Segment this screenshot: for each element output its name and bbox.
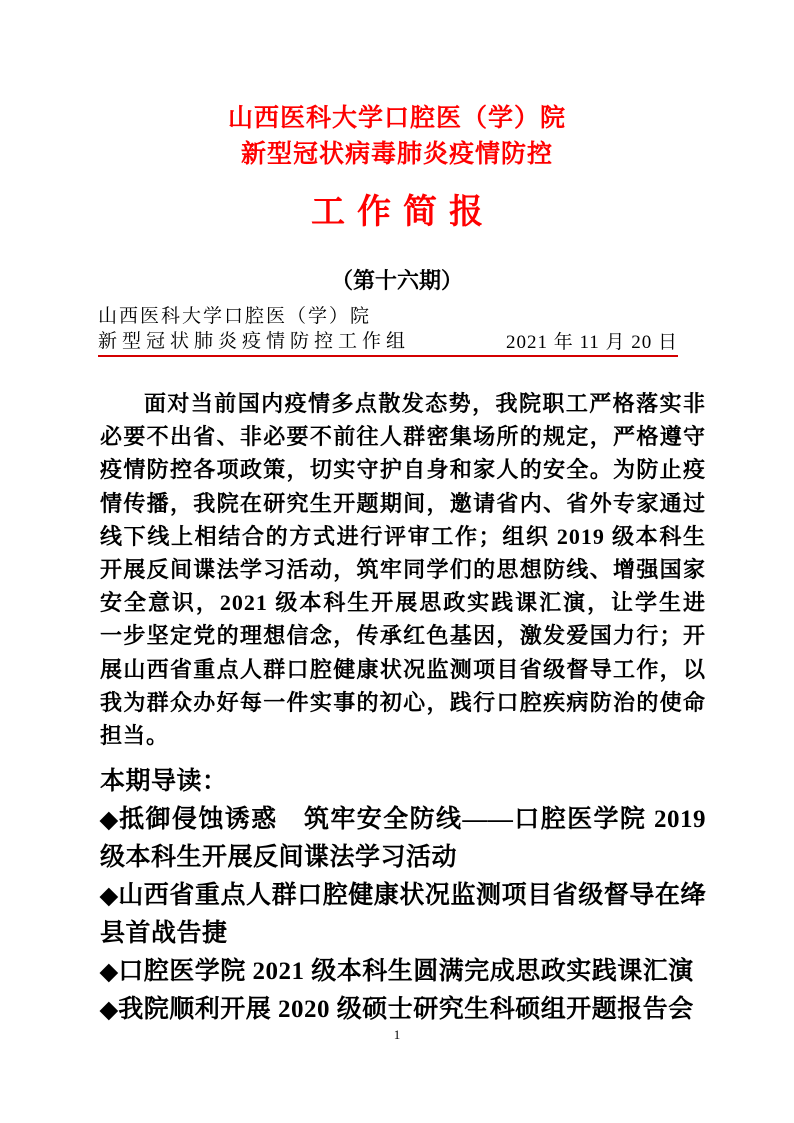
- issuer-info: [98, 304, 678, 356]
- issue-number: （第十六期）: [330, 268, 463, 293]
- issuer-org-line-1: 山西医科大学口腔医（学）院: [98, 306, 372, 327]
- digest-item: [100, 953, 706, 991]
- digest-item: [100, 877, 706, 953]
- diamond-bullet-icon: ◆: [100, 807, 120, 832]
- issuer-org-line-2: 新型冠状肺炎疫情防控工作组: [98, 331, 411, 352]
- page-number: 1: [393, 1027, 401, 1042]
- digest-item: [100, 801, 706, 877]
- digest-item-text: 口腔医学院 2021 级本科生圆满完成思政实践课汇演: [118, 958, 694, 985]
- digest-item: [100, 991, 706, 1029]
- diamond-bullet-icon: ◆: [100, 997, 119, 1022]
- org-title-line-1: 山西医科大学口腔医（学）院: [227, 104, 566, 132]
- red-divider-rule: [98, 355, 678, 357]
- issue-date: 2021 年 11 月 20 日: [505, 332, 678, 353]
- digest-item-text: 我院顺利开展 2020 级硕士研究生科硕组开题报告会: [118, 996, 694, 1023]
- diamond-bullet-icon: ◆: [100, 883, 119, 908]
- digest-section: [100, 763, 706, 1029]
- diamond-bullet-icon: ◆: [100, 959, 119, 984]
- bulletin-masthead: 工作简报: [311, 193, 495, 231]
- org-title-line-2: 新型冠状病毒肺炎疫情防控: [240, 140, 553, 168]
- digest-item-text: 山西省重点人群口腔健康状况监测项目省级督导在绛县首战告捷: [100, 882, 706, 947]
- digest-title: 本期导读：: [100, 768, 228, 795]
- summary-paragraph: 面对当前国内疫情多点散发态势，我院职工严格落实非必要不出省、非必要不前往人群密集场所的规定，严格遵守疫情防控各项政策，切实守护自身和家人的安全。为防止疫情传播，我院在研究生开题期间，邀请省内、省外专家通过线下线上相结合的方式进行评审工作；组织 2019 级本科生开展反间谍法学习活动，筑牢同学们的思想防线、增强国家安全意识，2021 级本科生开展思政实践课汇演，让学生进一步坚定党的理想信念，传承红色基因，激发爱国力行；开展山西省重点人群口腔健康状况监测项目省级督导工作，以我为群众办好每一件实事的初心，践行口腔疾病防治的使命担当。: [100, 391, 706, 749]
- digest-item-text: 抵御侵蚀诱惑 筑牢安全防线——口腔医学院 2019 级本科生开展反间谍法学习活动: [100, 806, 706, 871]
